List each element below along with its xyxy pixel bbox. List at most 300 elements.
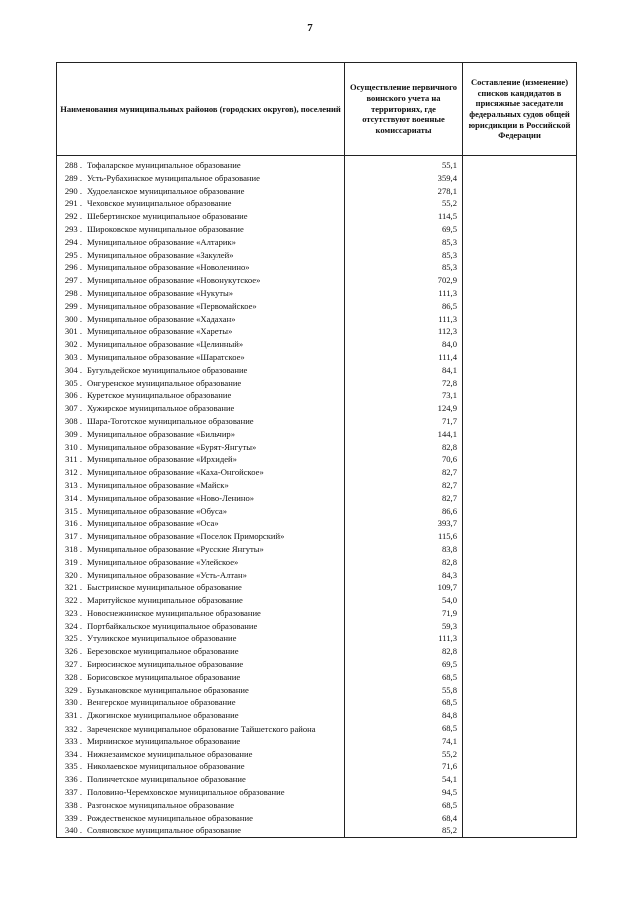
row-name-cell (57, 185, 345, 198)
row-juror-value (463, 223, 577, 236)
table-row (57, 466, 577, 479)
row-number: 329 . (64, 684, 82, 695)
row-military-value: 112,3 (345, 325, 463, 338)
row-number: 300 . (64, 313, 82, 324)
row-juror-value (463, 377, 577, 390)
row-name-cell (57, 620, 345, 633)
row-name: Муниципальное образование «Каха-Онгойское» (87, 467, 264, 478)
table-row (57, 287, 577, 300)
row-number: 323 . (64, 607, 82, 618)
row-name: Муниципальное образование «Новонукутское» (87, 275, 261, 286)
row-name-cell (57, 466, 345, 479)
row-number: 321 . (64, 582, 82, 593)
row-name-cell (57, 645, 345, 658)
table-row (57, 824, 577, 837)
row-juror-value (463, 236, 577, 249)
row-name-cell (57, 274, 345, 287)
row-name: Половино-Черемховское муниципальное образование (87, 787, 285, 798)
row-name-cell (57, 505, 345, 518)
table-row (57, 530, 577, 543)
table-row (57, 415, 577, 428)
table-row (57, 197, 577, 210)
row-number: 331 . (64, 710, 82, 721)
row-juror-value (463, 684, 577, 697)
row-name-cell (57, 377, 345, 390)
row-military-value: 83,8 (345, 543, 463, 556)
row-military-value: 68,5 (345, 799, 463, 812)
row-name: Джогинское муниципальное образование (87, 710, 239, 721)
row-name: Муниципальное образование «Шаратское» (87, 351, 245, 362)
row-military-value: 84,0 (345, 338, 463, 351)
row-name: Муниципальное образование «Хадахан» (87, 313, 236, 324)
table-row (57, 402, 577, 415)
row-name: Тофаларское муниципальное образование (87, 160, 241, 170)
row-name: Хужирское муниципальное образование (87, 403, 235, 414)
row-juror-value (463, 364, 577, 377)
row-juror-value (463, 172, 577, 185)
row-juror-value (463, 722, 577, 735)
table-row (57, 517, 577, 530)
row-name-cell (57, 658, 345, 671)
row-name-cell (57, 236, 345, 249)
row-number: 313 . (64, 479, 82, 490)
row-number: 301 . (64, 326, 82, 337)
row-name: Утуликское муниципальное образование (87, 633, 237, 644)
row-number: 337 . (64, 787, 82, 798)
row-number: 332 . (64, 723, 82, 734)
table-row (57, 696, 577, 709)
row-name-cell (57, 581, 345, 594)
row-juror-value (463, 632, 577, 645)
table-row (57, 172, 577, 185)
row-name-cell (57, 556, 345, 569)
row-military-value: 54,0 (345, 594, 463, 607)
row-name: Муниципальное образование «Поселок Приморский» (87, 531, 285, 542)
row-number: 312 . (64, 467, 82, 478)
row-name: Новоснежнинское муниципальное образование (87, 607, 261, 618)
table-row (57, 671, 577, 684)
row-name: Муниципальное образование «Ново-Ленино» (87, 492, 255, 503)
row-juror-value (463, 517, 577, 530)
row-name: Муниципальное образование «Нукуты» (87, 287, 234, 298)
row-juror-value (463, 389, 577, 402)
row-juror-value (463, 261, 577, 274)
table-row (57, 799, 577, 812)
row-juror-value (463, 709, 577, 722)
row-military-value: 71,6 (345, 760, 463, 773)
row-name-cell (57, 786, 345, 799)
row-military-value: 278,1 (345, 185, 463, 198)
row-name: Березовское муниципальное образование (87, 646, 239, 657)
row-military-value: 59,3 (345, 620, 463, 633)
row-name-cell (57, 261, 345, 274)
row-military-value: 144,1 (345, 428, 463, 441)
row-juror-value (463, 658, 577, 671)
row-name: Бирюсинское муниципальное образование (87, 659, 244, 670)
row-name-cell (57, 812, 345, 825)
row-name: Муниципальное образование «Усть-Алтан» (87, 569, 247, 580)
table-row (57, 377, 577, 390)
row-name: Муниципальное образование «Закулей» (87, 249, 234, 260)
row-number: 311 . (65, 454, 82, 465)
row-name-cell (57, 735, 345, 748)
row-juror-value (463, 300, 577, 313)
row-number: 305 . (64, 377, 82, 388)
row-number: 335 . (64, 761, 82, 772)
table-row (57, 453, 577, 466)
row-military-value: 55,2 (345, 748, 463, 761)
row-military-value: 111,3 (345, 313, 463, 326)
table-row (57, 709, 577, 722)
row-name: Худоеланское муниципальное образование (87, 185, 245, 196)
row-number: 318 . (64, 543, 82, 554)
row-name-cell (57, 594, 345, 607)
table-row (57, 185, 577, 198)
row-military-value: 82,7 (345, 479, 463, 492)
row-juror-value (463, 505, 577, 518)
row-name: Шара-Тоготское муниципальное образование (87, 415, 254, 426)
row-name-cell (57, 156, 345, 172)
row-number: 298 . (64, 287, 82, 298)
row-name: Маритуйское муниципальное образование (87, 595, 243, 606)
table-row (57, 261, 577, 274)
row-name: Разгонское муниципальное образование (87, 799, 235, 810)
row-military-value: 82,7 (345, 466, 463, 479)
row-military-value: 115,6 (345, 530, 463, 543)
row-military-value: 71,9 (345, 607, 463, 620)
row-military-value: 82,8 (345, 556, 463, 569)
row-juror-value (463, 325, 577, 338)
page-number: 7 (307, 22, 313, 34)
row-juror-value (463, 645, 577, 658)
row-name-cell (57, 223, 345, 236)
table-row (57, 223, 577, 236)
row-name: Муниципальное образование «Русские Янгуты» (87, 543, 264, 554)
row-number: 290 . (64, 185, 82, 196)
row-military-value: 69,5 (345, 223, 463, 236)
table-row (57, 325, 577, 338)
row-name: Муниципальное образование «Бильчир» (87, 428, 236, 439)
table-header-row (57, 63, 577, 156)
row-name: Венгерское муниципальное образование (87, 697, 236, 708)
table-row (57, 607, 577, 620)
row-name-cell (57, 799, 345, 812)
row-number: 322 . (64, 595, 82, 606)
row-number: 315 . (64, 505, 82, 516)
row-number: 326 . (64, 646, 82, 657)
row-number: 310 . (64, 441, 82, 452)
row-number: 334 . (64, 748, 82, 759)
table-row (57, 684, 577, 697)
row-juror-value (463, 453, 577, 466)
row-name-cell (57, 338, 345, 351)
row-name-cell (57, 428, 345, 441)
row-juror-value (463, 249, 577, 262)
row-juror-value (463, 543, 577, 556)
row-name: Шебертинское муниципальное образование (87, 211, 248, 222)
row-juror-value (463, 156, 577, 172)
table-row (57, 658, 577, 671)
row-name-cell (57, 172, 345, 185)
row-number: 325 . (64, 633, 82, 644)
table-row (57, 351, 577, 364)
row-military-value: 55,8 (345, 684, 463, 697)
table-row (57, 210, 577, 223)
row-name: Нижнезаимское муниципальное образование (87, 748, 253, 759)
row-name: Муниципальное образование «Новоленино» (87, 262, 250, 273)
table-row (57, 313, 577, 326)
row-military-value: 85,2 (345, 824, 463, 837)
row-number: 330 . (64, 697, 82, 708)
row-name: Муниципальное образование «Целинный» (87, 339, 244, 350)
row-number: 339 . (64, 812, 82, 823)
row-name-cell (57, 287, 345, 300)
row-juror-value (463, 760, 577, 773)
table-row (57, 364, 577, 377)
row-name-cell (57, 684, 345, 697)
table-row (57, 722, 577, 735)
row-military-value: 393,7 (345, 517, 463, 530)
table-row (57, 492, 577, 505)
row-military-value: 72,8 (345, 377, 463, 390)
table-row (57, 569, 577, 582)
row-military-value: 55,2 (345, 197, 463, 210)
row-number: 297 . (64, 275, 82, 286)
row-name-cell (57, 313, 345, 326)
table-row (57, 760, 577, 773)
row-name-cell (57, 530, 345, 543)
row-military-value: 70,6 (345, 453, 463, 466)
row-number: 317 . (64, 531, 82, 542)
row-military-value: 71,7 (345, 415, 463, 428)
row-military-value: 111,4 (345, 351, 463, 364)
row-name-cell (57, 543, 345, 556)
row-juror-value (463, 492, 577, 505)
row-name: Куретское муниципальное образование (87, 390, 232, 401)
row-juror-value (463, 402, 577, 415)
row-number: 340 . (64, 825, 82, 836)
row-military-value: 84,1 (345, 364, 463, 377)
row-name-cell (57, 760, 345, 773)
row-juror-value (463, 773, 577, 786)
row-name: Муниципальное образование «Майск» (87, 479, 229, 490)
row-number: 304 . (64, 364, 82, 375)
table-row (57, 236, 577, 249)
row-military-value: 74,1 (345, 735, 463, 748)
row-juror-value (463, 313, 577, 326)
row-name: Усть-Рубахинское муниципальное образование (87, 172, 260, 183)
row-name-cell (57, 517, 345, 530)
row-number: 328 . (64, 671, 82, 682)
appropriations-table (56, 62, 577, 838)
table-row (57, 156, 577, 172)
row-name-cell (57, 197, 345, 210)
row-name: Муниципальное образование «Бурят-Янгуты» (87, 441, 257, 452)
table-row (57, 620, 577, 633)
row-number: 338 . (64, 799, 82, 810)
row-name-cell (57, 364, 345, 377)
row-juror-value (463, 441, 577, 454)
row-juror-value (463, 594, 577, 607)
table-row (57, 786, 577, 799)
row-name-cell (57, 492, 345, 505)
row-name-cell (57, 351, 345, 364)
row-juror-value (463, 786, 577, 799)
table-row (57, 594, 577, 607)
row-juror-value (463, 185, 577, 198)
table-row (57, 773, 577, 786)
row-military-value: 68,5 (345, 671, 463, 684)
row-number: 319 . (64, 556, 82, 567)
row-juror-value (463, 210, 577, 223)
row-name-cell (57, 569, 345, 582)
row-name: Муниципальное образование «Обуса» (87, 505, 227, 516)
table-row (57, 505, 577, 518)
row-juror-value (463, 274, 577, 287)
row-name: Зареченское муниципальное образование Тайшетского района (87, 723, 316, 734)
row-name-cell (57, 773, 345, 786)
row-name-cell (57, 402, 345, 415)
row-juror-value (463, 287, 577, 300)
row-name-cell (57, 453, 345, 466)
row-name: Бугульдейское муниципальное образование (87, 364, 248, 375)
row-number: 289 . (64, 172, 82, 183)
table-row (57, 441, 577, 454)
row-name: Муниципальное образование «Ирхидей» (87, 454, 237, 465)
row-military-value: 85,3 (345, 236, 463, 249)
row-name-cell (57, 748, 345, 761)
row-name: Портбайкальское муниципальное образование (87, 620, 258, 631)
row-name: Чеховское муниципальное образование (87, 198, 232, 209)
row-name-cell (57, 441, 345, 454)
row-juror-value (463, 351, 577, 364)
row-military-value: 111,3 (345, 632, 463, 645)
row-name: Муниципальное образование «Оса» (87, 518, 219, 529)
row-number: 291 . (64, 198, 82, 209)
row-number: 336 . (64, 774, 82, 785)
row-juror-value (463, 812, 577, 825)
table-row (57, 812, 577, 825)
row-number: 327 . (64, 659, 82, 670)
row-name: Николаевское муниципальное образование (87, 761, 245, 772)
row-military-value: 109,7 (345, 581, 463, 594)
row-number: 324 . (64, 620, 82, 631)
row-number: 333 . (64, 735, 82, 746)
row-number: 296 . (64, 262, 82, 273)
table-row (57, 249, 577, 262)
row-name: Мирнинское муниципальное образование (87, 735, 241, 746)
row-military-value: 84,8 (345, 709, 463, 722)
row-name-cell (57, 607, 345, 620)
row-juror-value (463, 748, 577, 761)
row-number: 302 . (64, 339, 82, 350)
row-number: 314 . (64, 492, 82, 503)
table-row (57, 300, 577, 313)
row-juror-value (463, 735, 577, 748)
row-juror-value (463, 620, 577, 633)
row-name: Быстринское муниципальное образование (87, 582, 242, 593)
row-name: Муниципальное образование «Алтарик» (87, 236, 236, 247)
row-military-value: 86,6 (345, 505, 463, 518)
row-name-cell (57, 300, 345, 313)
row-name-cell (57, 824, 345, 837)
row-juror-value (463, 696, 577, 709)
row-name: Онгуренское муниципальное образование (87, 377, 242, 388)
row-military-value: 84,3 (345, 569, 463, 582)
table-row (57, 543, 577, 556)
row-number: 309 . (64, 428, 82, 439)
row-juror-value (463, 415, 577, 428)
row-military-value: 85,3 (345, 261, 463, 274)
row-name: Широковское муниципальное образование (87, 223, 244, 234)
row-number: 294 . (64, 236, 82, 247)
row-juror-value (463, 824, 577, 837)
row-juror-value (463, 671, 577, 684)
table-row (57, 632, 577, 645)
table-row (57, 338, 577, 351)
row-military-value: 54,1 (345, 773, 463, 786)
header-name: Наименования муниципальных районов (городских округов), поселений (57, 63, 345, 156)
row-military-value: 68,5 (345, 722, 463, 735)
row-number: 320 . (64, 569, 82, 580)
row-name-cell (57, 325, 345, 338)
table-row (57, 581, 577, 594)
row-number: 299 . (64, 300, 82, 311)
row-military-value: 111,3 (345, 287, 463, 300)
header-military-registration: Осуществление первичного воинского учета на территориях, где отсутствуют военные комиссариаты (345, 63, 463, 156)
row-military-value: 94,5 (345, 786, 463, 799)
row-name: Бузыкановское муниципальное образование (87, 684, 249, 695)
row-name: Борисовское муниципальное образование (87, 671, 241, 682)
row-military-value: 69,5 (345, 658, 463, 671)
table-row (57, 274, 577, 287)
table-row (57, 556, 577, 569)
row-military-value: 82,8 (345, 645, 463, 658)
row-juror-value (463, 197, 577, 210)
row-number: 306 . (64, 390, 82, 401)
table-row (57, 748, 577, 761)
row-name-cell (57, 479, 345, 492)
row-name: Муниципальное образование «Хареты» (87, 326, 233, 337)
row-military-value: 359,4 (345, 172, 463, 185)
row-number: 292 . (64, 211, 82, 222)
row-name-cell (57, 249, 345, 262)
row-name: Муниципальное образование «Улейское» (87, 556, 239, 567)
row-military-value: 68,4 (345, 812, 463, 825)
row-military-value: 85,3 (345, 249, 463, 262)
row-number: 303 . (64, 351, 82, 362)
row-juror-value (463, 479, 577, 492)
row-number: 293 . (64, 223, 82, 234)
row-name-cell (57, 210, 345, 223)
row-number: 316 . (64, 518, 82, 529)
row-military-value: 702,9 (345, 274, 463, 287)
row-name-cell (57, 415, 345, 428)
row-military-value: 73,1 (345, 389, 463, 402)
row-juror-value (463, 799, 577, 812)
row-number: 308 . (64, 415, 82, 426)
header-juror-lists: Составление (изменение) списков кандидатов в присяжные заседатели федеральных судов общей юрисдикции в Российской Федерации (463, 63, 577, 156)
row-number: 295 . (64, 249, 82, 260)
table-row (57, 389, 577, 402)
row-juror-value (463, 338, 577, 351)
table-row (57, 428, 577, 441)
row-juror-value (463, 530, 577, 543)
row-name-cell (57, 709, 345, 722)
row-military-value: 82,7 (345, 492, 463, 505)
row-name: Муниципальное образование «Первомайское» (87, 300, 257, 311)
row-military-value: 114,5 (345, 210, 463, 223)
